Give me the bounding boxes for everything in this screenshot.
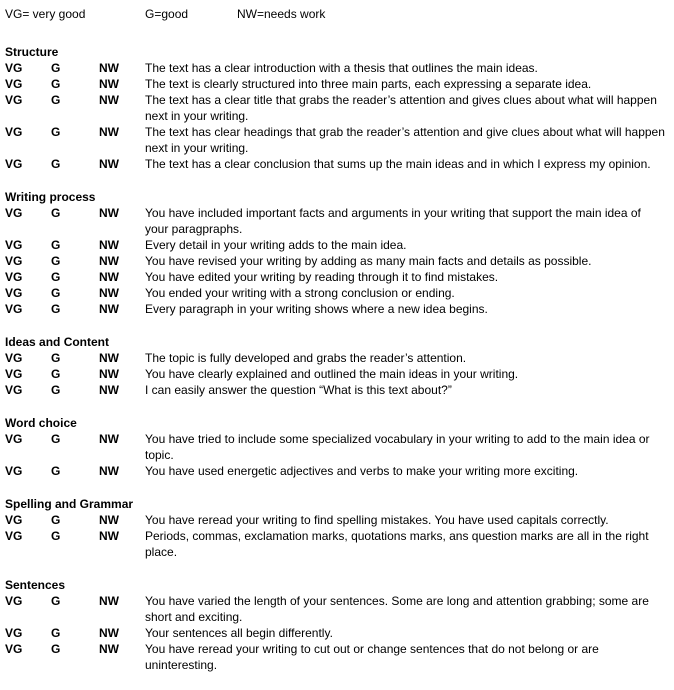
rating-good: G [51, 125, 61, 139]
rating-good: G [51, 529, 61, 543]
criterion-row [5, 625, 670, 641]
criterion-description: The text has a clear title that grabs the reader’s attention and gives clues about what will happen next in your writing. [145, 93, 657, 123]
rating-needs-work: NW [99, 642, 119, 656]
rating-needs-work: NW [99, 594, 119, 608]
criterion-row [5, 205, 670, 237]
rating-very-good: VG [5, 529, 23, 543]
criterion-row [5, 512, 670, 528]
rating-needs-work: NW [99, 626, 119, 640]
rating-needs-work: NW [99, 513, 119, 527]
rating-good: G [51, 206, 61, 220]
criterion-row [5, 285, 670, 301]
section-title: Word choice [5, 416, 77, 430]
criterion-row [5, 253, 670, 269]
rating-needs-work: NW [99, 383, 119, 397]
rating-needs-work: NW [99, 351, 119, 365]
criterion-row [5, 641, 670, 673]
rating-good: G [51, 270, 61, 284]
criterion-row [5, 366, 670, 382]
rating-very-good: VG [5, 77, 23, 91]
rating-good: G [51, 157, 61, 171]
rating-good: G [51, 254, 61, 268]
rating-very-good: VG [5, 286, 23, 300]
criterion-row [5, 156, 670, 172]
rating-needs-work: NW [99, 157, 119, 171]
rating-needs-work: NW [99, 206, 119, 220]
rating-needs-work: NW [99, 464, 119, 478]
criterion-description: You have clearly explained and outlined the main ideas in your writing. [145, 367, 519, 381]
criterion-description: Your sentences all begin differently. [145, 626, 333, 640]
rating-very-good: VG [5, 594, 23, 608]
criterion-row [5, 269, 670, 285]
criterion-description: You have edited your writing by reading through it to find mistakes. [145, 270, 499, 284]
rating-very-good: VG [5, 302, 23, 316]
rubric-section [5, 496, 670, 560]
rubric-section [5, 415, 670, 479]
rating-very-good: VG [5, 206, 23, 220]
rating-needs-work: NW [99, 302, 119, 316]
criterion-description: Periods, commas, exclamation marks, quotations marks, ans question marks are all in the right place. [145, 529, 649, 559]
criterion-description: The text has a clear introduction with a thesis that outlines the main ideas. [145, 61, 538, 75]
rating-good: G [51, 642, 61, 656]
rating-good: G [51, 351, 61, 365]
rating-very-good: VG [5, 351, 23, 365]
criterion-description: The text has a clear conclusion that sums up the main ideas and in which I express my opinion. [145, 157, 651, 171]
rating-very-good: VG [5, 383, 23, 397]
rating-needs-work: NW [99, 529, 119, 543]
rating-needs-work: NW [99, 93, 119, 107]
rating-needs-work: NW [99, 367, 119, 381]
rating-very-good: VG [5, 464, 23, 478]
criterion-description: You have revised your writing by adding as many main facts and details as possible. [145, 254, 592, 268]
criterion-description: You have included important facts and arguments in your writing that support the main idea of your paragpraphs. [145, 206, 641, 236]
rating-good: G [51, 513, 61, 527]
rating-good: G [51, 464, 61, 478]
criterion-row [5, 593, 670, 625]
rubric-section [5, 189, 670, 317]
rating-needs-work: NW [99, 270, 119, 284]
rating-very-good: VG [5, 238, 23, 252]
rating-good: G [51, 432, 61, 446]
section-title: Writing process [5, 190, 96, 204]
rating-very-good: VG [5, 513, 23, 527]
section-title: Sentences [5, 578, 66, 592]
criterion-row [5, 528, 670, 560]
rating-needs-work: NW [99, 125, 119, 139]
criterion-description: I can easily answer the question “What is this text about?” [145, 383, 452, 397]
rating-good: G [51, 238, 61, 252]
rating-very-good: VG [5, 157, 23, 171]
criterion-description: You have tried to include some specialized vocabulary in your writing to add to the main idea or topic. [145, 432, 650, 462]
rating-good: G [51, 594, 61, 608]
section-title: Spelling and Grammar [5, 497, 134, 511]
rating-good: G [51, 626, 61, 640]
rating-good: G [51, 93, 61, 107]
criterion-row [5, 76, 670, 92]
criterion-row [5, 92, 670, 124]
rubric-section [5, 44, 670, 172]
rating-needs-work: NW [99, 77, 119, 91]
criterion-description: The text is clearly structured into three main parts, each expressing a separate idea. [145, 77, 592, 91]
criterion-row [5, 350, 670, 366]
criterion-description: You ended your writing with a strong conclusion or ending. [145, 286, 455, 300]
criterion-description: The topic is fully developed and grabs the reader’s attention. [145, 351, 467, 365]
section-title: Ideas and Content [5, 335, 110, 349]
criterion-description: The text has clear headings that grab the reader’s attention and give clues about what will happen next in your writing. [145, 125, 665, 155]
criterion-description: Every paragraph in your writing shows where a new idea begins. [145, 302, 488, 316]
criterion-description: You have varied the length of your sentences. Some are long and attention grabbing; some are short and exciting. [145, 594, 649, 624]
criterion-row [5, 431, 670, 463]
rating-needs-work: NW [99, 286, 119, 300]
criterion-description: You have reread your writing to find spelling mistakes. You have used capitals correctly. [145, 513, 609, 527]
rating-very-good: VG [5, 125, 23, 139]
rating-very-good: VG [5, 642, 23, 656]
rating-very-good: VG [5, 254, 23, 268]
rubric-section [5, 334, 670, 398]
rating-good: G [51, 77, 61, 91]
rubric-sections [5, 44, 670, 673]
criterion-row [5, 237, 670, 253]
rubric-section [5, 577, 670, 673]
rating-good: G [51, 367, 61, 381]
criterion-row [5, 382, 670, 398]
rating-very-good: VG [5, 432, 23, 446]
rating-needs-work: NW [99, 432, 119, 446]
legend-very-good: VG= very good [5, 7, 86, 21]
rating-very-good: VG [5, 93, 23, 107]
legend-needs-work: NW=needs work [237, 7, 326, 21]
criterion-row [5, 463, 670, 479]
rating-very-good: VG [5, 270, 23, 284]
criterion-description: You have reread your writing to cut out or change sentences that do not belong or are uninteresting. [145, 642, 599, 672]
rating-very-good: VG [5, 626, 23, 640]
rating-good: G [51, 61, 61, 75]
criterion-row [5, 124, 670, 156]
rating-very-good: VG [5, 61, 23, 75]
rating-legend [5, 6, 670, 22]
legend-good: G=good [145, 7, 189, 21]
rubric-document [5, 6, 670, 690]
rating-needs-work: NW [99, 254, 119, 268]
section-title: Structure [5, 45, 59, 59]
rating-needs-work: NW [99, 61, 119, 75]
criterion-row [5, 301, 670, 317]
rating-good: G [51, 302, 61, 316]
rating-good: G [51, 383, 61, 397]
rating-good: G [51, 286, 61, 300]
rating-needs-work: NW [99, 238, 119, 252]
criterion-row [5, 60, 670, 76]
criterion-description: You have used energetic adjectives and verbs to make your writing more exciting. [145, 464, 579, 478]
criterion-description: Every detail in your writing adds to the main idea. [145, 238, 407, 252]
rating-very-good: VG [5, 367, 23, 381]
